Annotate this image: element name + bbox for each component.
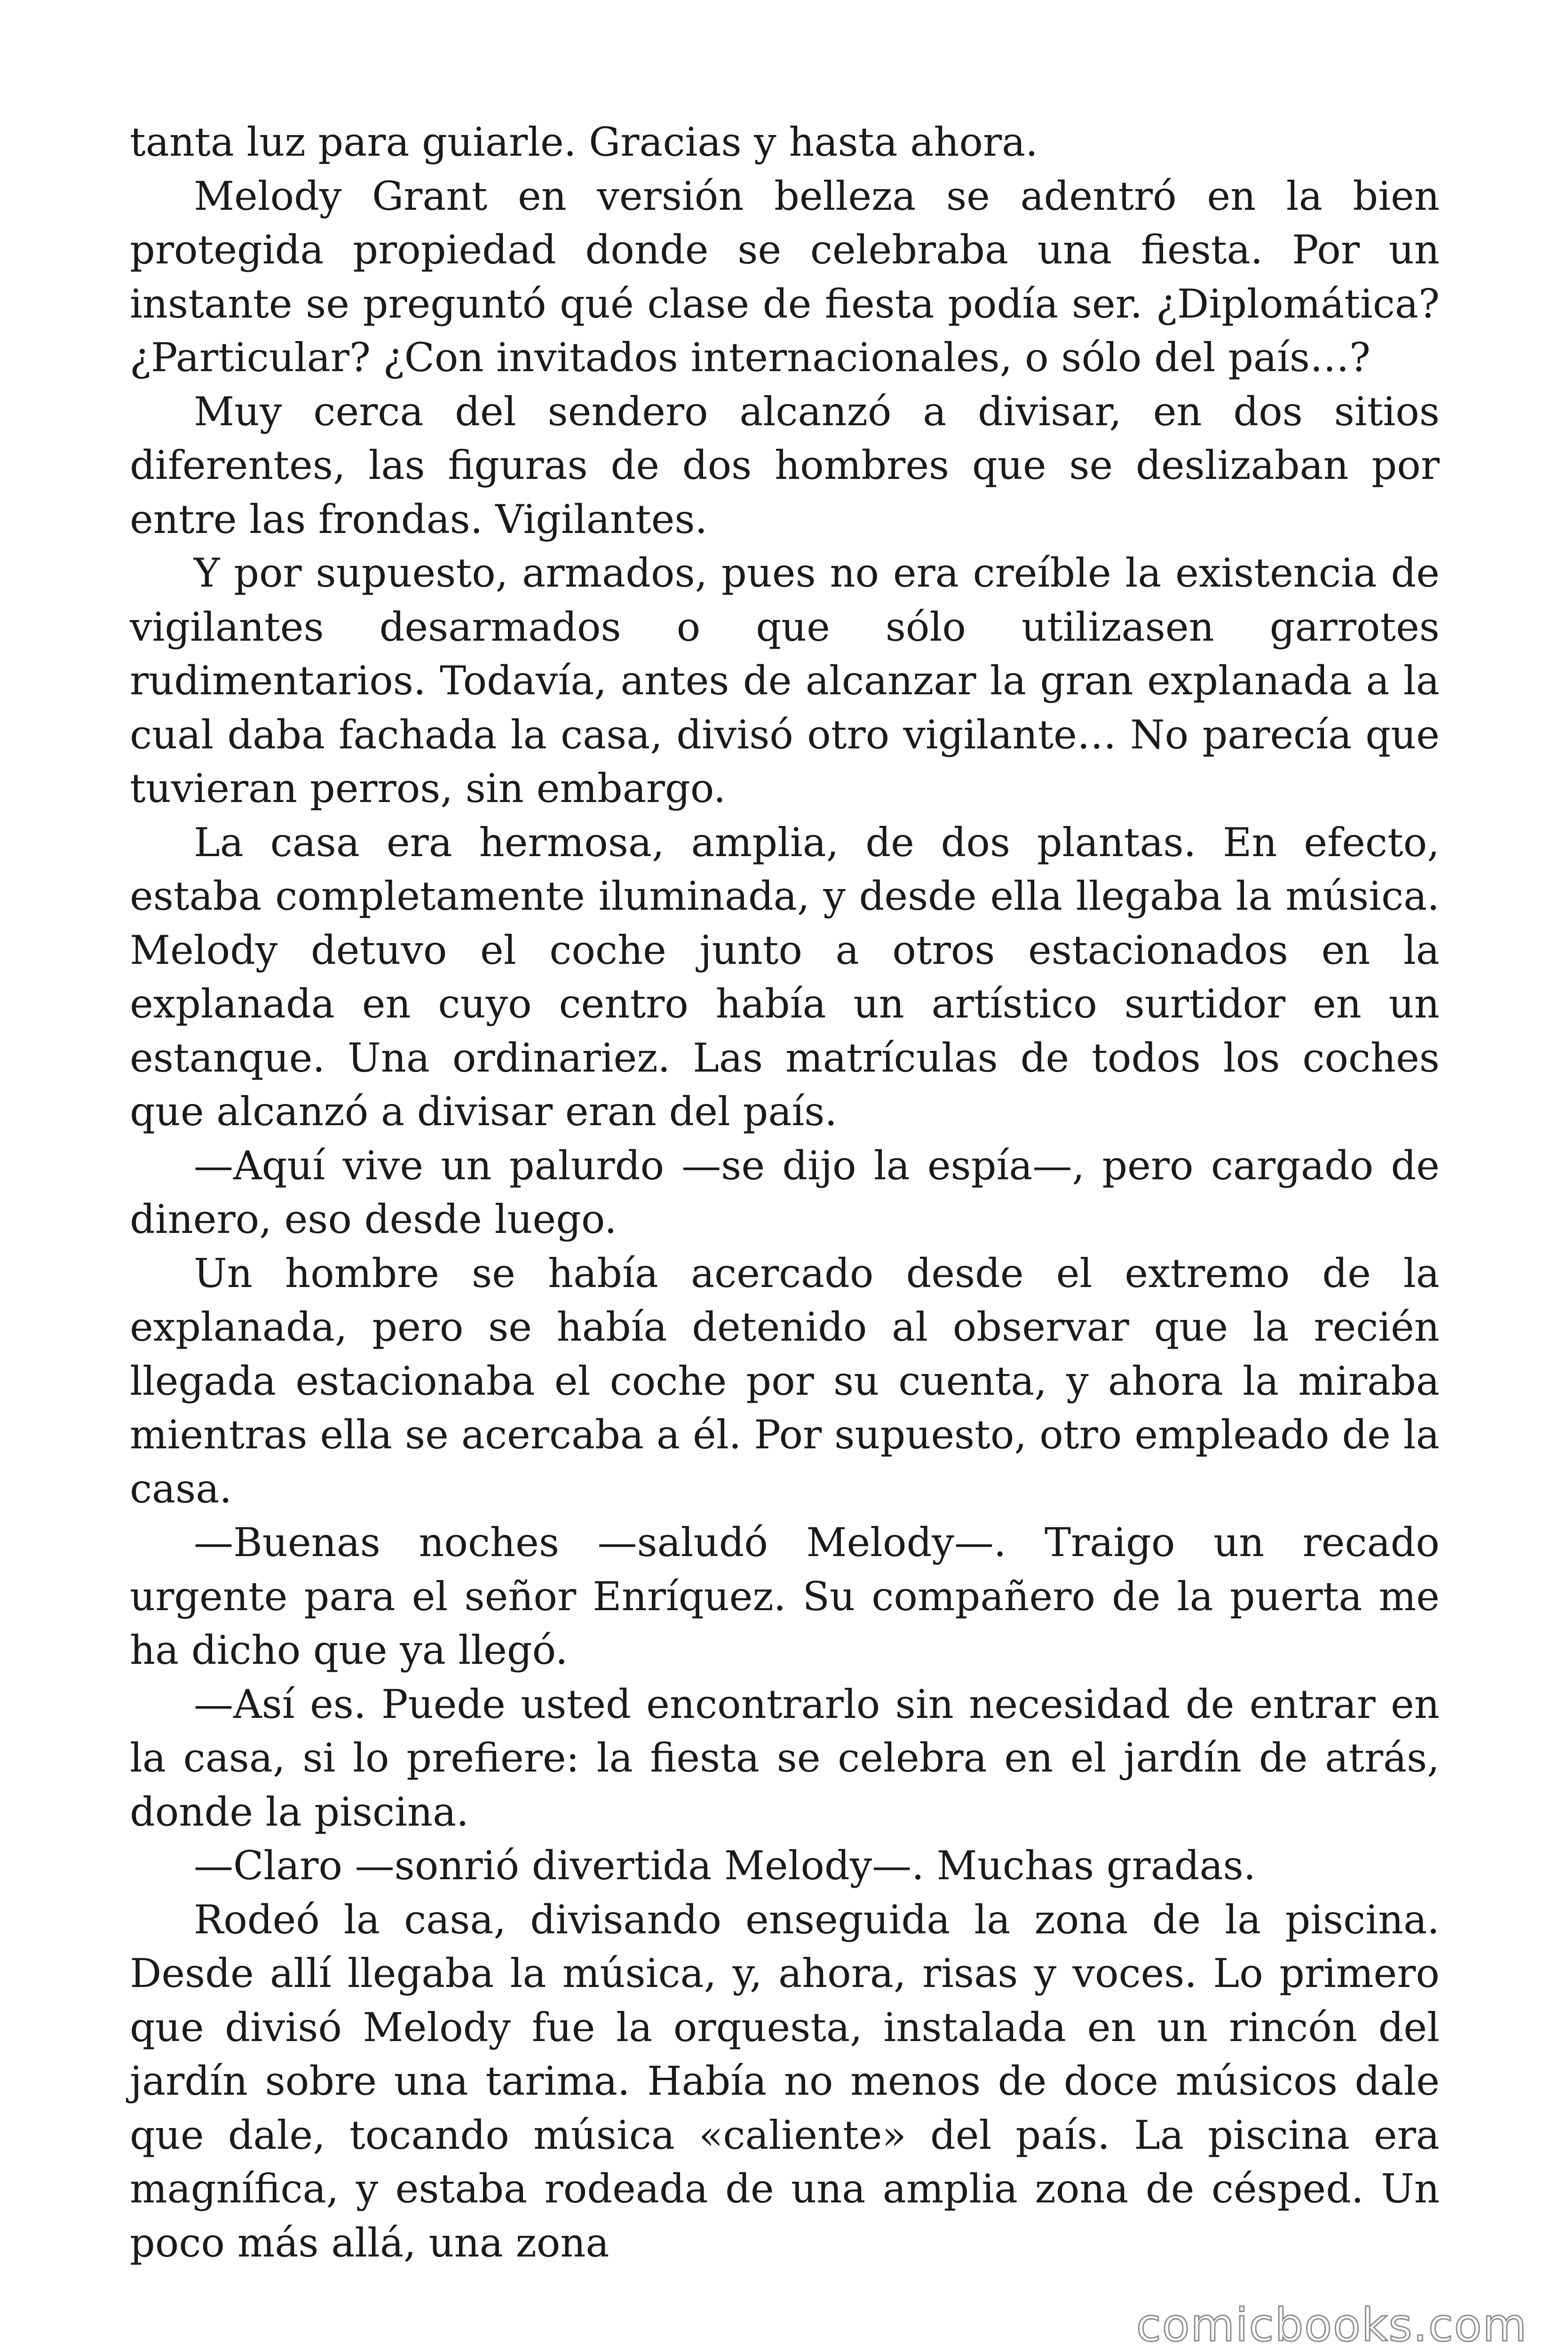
paragraph-9: —Así es. Puede usted encontrarlo sin necesidad de entrar en la casa, si lo prefiere: la fiesta se celebra en el jardín de atrás, donde la piscina. (130, 1681, 1440, 1835)
body-text (130, 115, 1440, 2270)
paragraph-8: —Buenas noches —saludó Melody—. Traigo un recado urgente para el señor Enríquez. Su compañero de la puerta me ha dicho que ya llegó. (130, 1519, 1440, 1673)
paragraph-2: Melody Grant en versión belleza se adentró en la bien protegida propiedad donde se celebraba una fiesta. Por un instante se preguntó qué clase de fiesta podía ser. ¿Diplomática? ¿Particular? ¿Con invitados internacionales, o sólo del país…? (130, 173, 1440, 381)
watermark: comicbooks.com (1136, 2299, 1528, 2352)
paragraph-3: Muy cerca del sendero alcanzó a divisar, en dos sitios diferentes, las figuras de dos hombres que se deslizaban por entre las frondas. Vigilantes. (130, 388, 1440, 542)
paragraph-6: —Aquí vive un palurdo —se dijo la espía—, pero cargado de dinero, eso desde luego. (130, 1142, 1440, 1242)
paragraph-10: —Claro —sonrió divertida Melody—. Muchas gradas. (194, 1843, 1256, 1889)
paragraph-4: Y por supuesto, armados, pues no era creíble la existencia de vigilantes desarmados o que sólo utilizasen garrotes rudimentarios. Todavía, antes de alcanzar la gran explanada a la cual daba fachada la casa, divisó otro vigilante… No parecía que tuvieran perros, sin embargo. (130, 550, 1440, 811)
paragraph-5: La casa era hermosa, amplia, de dos plantas. En efecto, estaba completamente iluminada, y desde ella llegaba la música. Melody detuvo el coche junto a otros estacionados en la explanada en cuyo centro había un artístico surtidor en un estanque. Una ordinariez. Las matrículas de todos los coches que alcanzó a divisar eran del país. (130, 819, 1440, 1135)
paragraph-1: tanta luz para guiarle. Gracias y hasta ahora. (130, 119, 1038, 165)
paragraph-7: Un hombre se había acercado desde el extremo de la explanada, pero se había detenido al observar que la recién llegada estacionaba el coche por su cuenta, y ahora la miraba mientras ella se acercaba a él. Por supuesto, otro empleado de la casa. (130, 1250, 1440, 1512)
paragraph-11: Rodeó la casa, divisando enseguida la zona de la piscina. Desde allí llegaba la música, y, ahora, risas y voces. Lo primero que divisó Melody fue la orquesta, instalada en un rincón del jardín sobre una tarima. Había no menos de doce músicos dale que dale, tocando música «caliente» del país. La piscina era magnífica, y estaba rodeada de una amplia zona de césped. Un poco más allá, una zona (130, 1896, 1440, 2266)
